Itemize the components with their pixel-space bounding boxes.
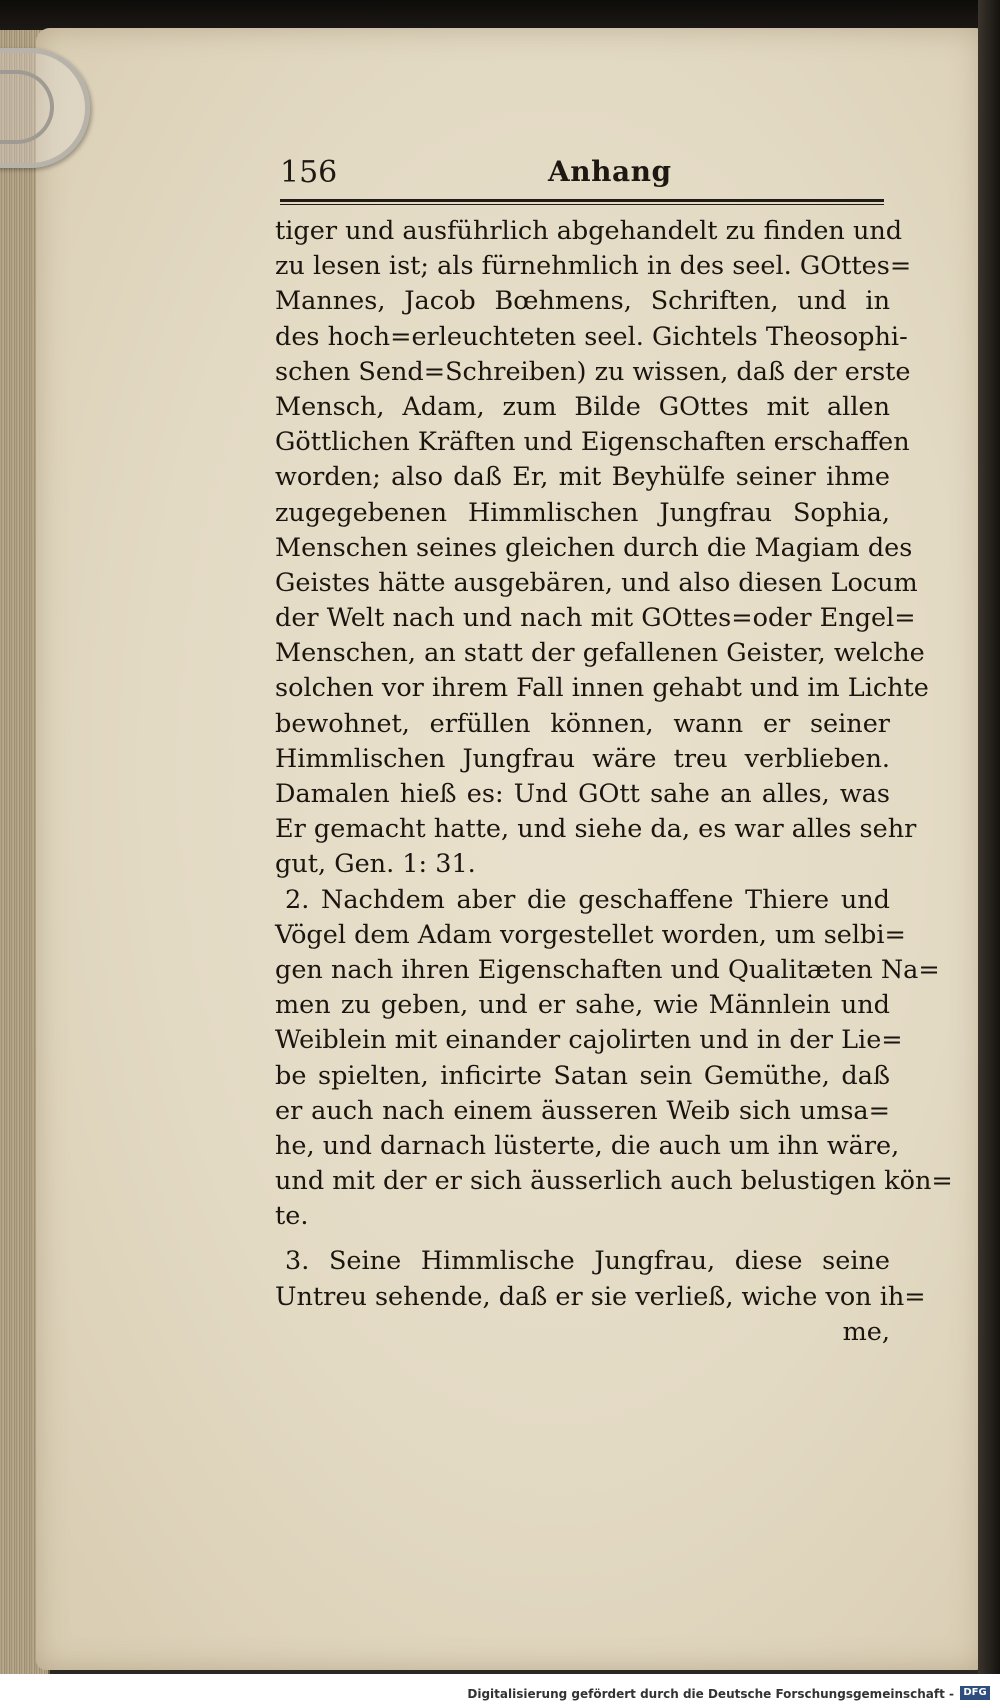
text-line: bewohnet, erfüllen können, wann er seiner [275,708,890,739]
paragraph-start-line: 2. Nachdem aber die geschaffene Thiere und [285,884,890,915]
text-line: men zu geben, und er sahe, wie Männlein und [275,990,890,1021]
paragraph-start-line: 3. Seine Himmlische Jungfrau, diese seine [285,1246,890,1277]
scan-right-edge [978,0,1000,1708]
text-line: Menschen, an statt der gefallenen Geister, welche [275,638,925,669]
text-line: schen Send=Schreiben) zu wissen, daß der erste [275,356,911,387]
text-line: worden; also daß Er, mit Beyhülfe seiner ihme [275,462,890,493]
text-line: Vögel dem Adam vorgestellet worden, um selbi= [275,919,906,950]
text-line: Mensch, Adam, zum Bilde GOttes mit allen [275,391,890,422]
text-line: Mannes, Jacob Bœhmens, Schriften, und in [275,286,890,317]
text-line: Göttlichen Kräften und Eigenschaften erschaffen [275,427,910,458]
text-line: der Welt nach und nach mit GOttes=oder Engel= [275,603,916,634]
text-line: Menschen seines gleichen durch die Magiam des [275,532,913,563]
text-line: gut, Gen. 1: 31. [275,849,476,880]
catchword: me, [842,1316,890,1347]
text-line: er auch nach einem äusseren Weib sich umsa= [275,1095,890,1126]
text-line: Untreu sehende, daß er sie verließ, wiche von ih= [275,1281,926,1312]
text-line: tiger und ausführlich abgehandelt zu finden und [275,216,903,246]
text-line: te. [275,1201,309,1232]
text-line: solchen vor ihrem Fall innen gehabt und im Lichte [275,673,929,704]
page-number: 156 [280,155,338,190]
text-line: he, und darnach lüsterte, die auch um ihn wäre, [275,1130,900,1161]
digitization-credit: Digitalisierung gefördert durch die Deutsche Forschungsgemeinschaft - [467,1687,954,1701]
header-rule [280,199,884,205]
dfg-logo: DFG [960,1686,990,1700]
running-head: Anhang [548,155,672,188]
text-line: zu lesen ist; als fürnehmlich in des seel. GOttes= [275,251,912,282]
page-header [280,155,882,197]
text-line: Er gemacht hatte, und siehe da, es war alles sehr [275,814,917,845]
paragraph-gap [275,1234,890,1244]
text-line: des hoch=erleuchteten seel. Gichtels Theosophi- [275,321,908,352]
text-line: gen nach ihren Eigenschaften und Qualitæten Na= [275,954,940,985]
text-line: Himmlischen Jungfrau wäre treu verblieben. [275,743,890,774]
text-line: und mit der er sich äusserlich auch belustigen kön= [275,1166,953,1197]
text-line: Geistes hätte ausgebären, und also diesen Locum [275,567,918,598]
text-line: Weiblein mit einander cajolirten und in der Lie= [275,1025,903,1056]
text-line: be spielten, inficirte Satan sein Gemüthe, daß [275,1060,890,1091]
page-body-text [275,214,953,1350]
text-line: Damalen hieß es: Und GOtt sahe an alles, was [275,779,890,809]
text-line: zugegebenen Himmlischen Jungfrau Sophia, [275,497,890,528]
